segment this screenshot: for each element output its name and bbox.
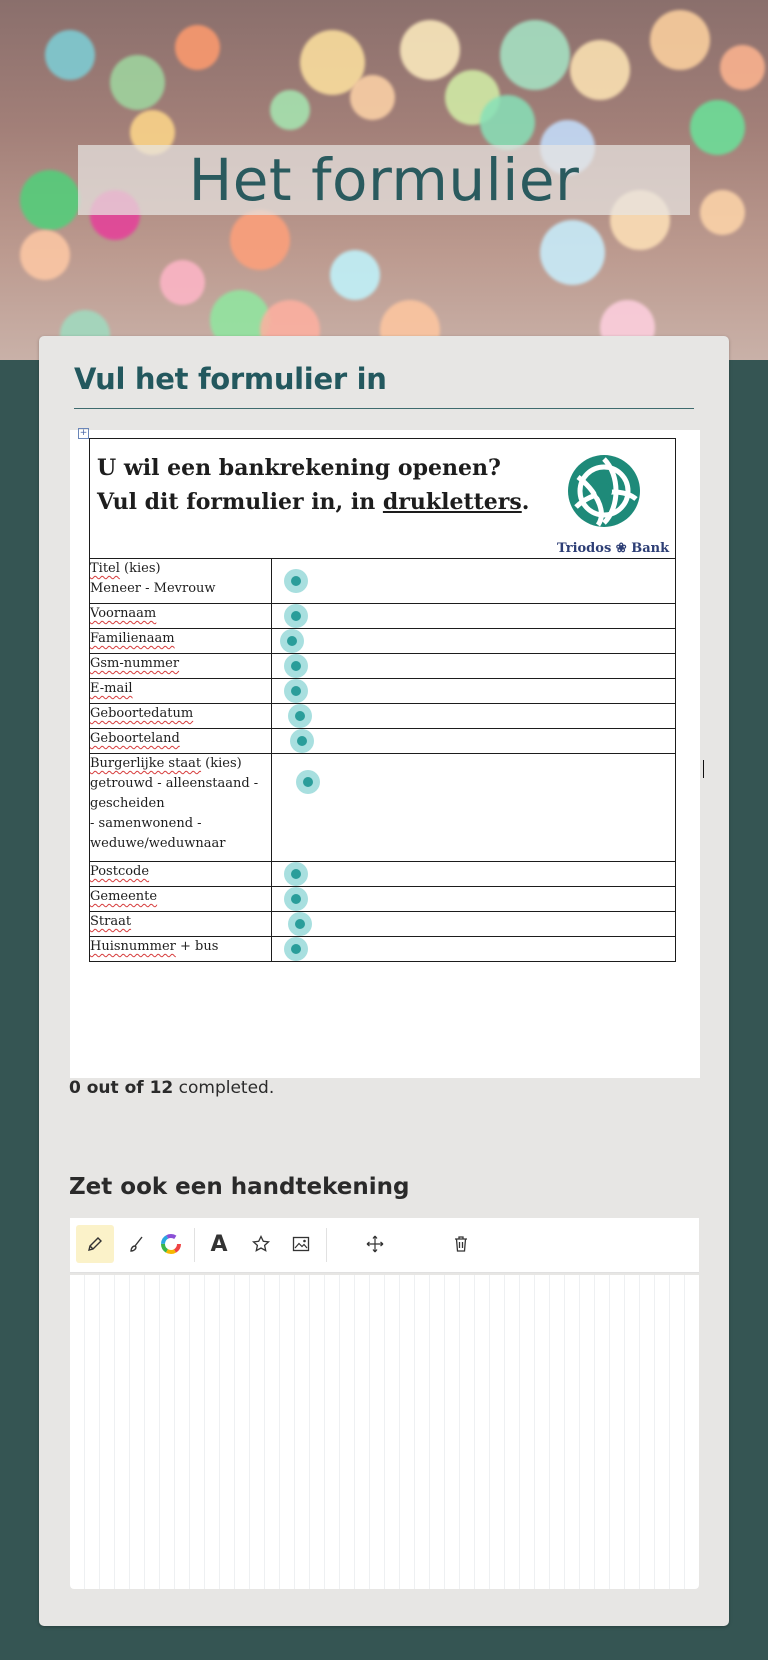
delete-tool-button[interactable] [442, 1225, 480, 1263]
form-row-value [272, 862, 676, 887]
page-title: Het formulier [188, 146, 580, 214]
form-row [90, 654, 676, 679]
form-row [90, 629, 676, 654]
form-row [90, 754, 676, 862]
form-row-value [272, 679, 676, 704]
form-row-value [272, 754, 676, 862]
form-row-label: Gemeente [90, 887, 272, 912]
input-hotspot[interactable] [280, 629, 304, 653]
form-row [90, 912, 676, 937]
text-cursor [703, 760, 704, 778]
form-row-label: Burgerlijke staat (kies) getrouwd - alleenstaand - gescheiden - samenwonend - weduwe/weduwnaar [90, 754, 272, 862]
form-row [90, 729, 676, 754]
pencil-tool-button[interactable] [76, 1225, 114, 1263]
input-hotspot[interactable] [290, 729, 314, 753]
text-tool-button[interactable] [200, 1225, 238, 1263]
text-icon: A [210, 1231, 228, 1257]
input-hotspot[interactable] [284, 654, 308, 678]
section-heading: Vul het formulier in [74, 362, 387, 396]
input-hotspot[interactable] [284, 937, 308, 961]
form-row-value [272, 704, 676, 729]
form-row-label: Geboortedatum [90, 704, 272, 729]
triodos-logo: Triodos ❀ Bank [557, 451, 651, 556]
form-row-label: Gsm-nummer [90, 654, 272, 679]
form-document [70, 430, 700, 1078]
form-row-value [272, 629, 676, 654]
form-row [90, 937, 676, 962]
color-picker-button[interactable] [152, 1225, 190, 1263]
form-row-label: Straat [90, 912, 272, 937]
form-row-label: Familienaam [90, 629, 272, 654]
signature-canvas[interactable] [70, 1275, 699, 1589]
form-row-value [272, 604, 676, 629]
form-row-value [272, 887, 676, 912]
image-tool-button[interactable] [282, 1225, 320, 1263]
form-row-label: Huisnummer + bus [90, 937, 272, 962]
star-icon [251, 1234, 271, 1254]
input-hotspot[interactable] [284, 604, 308, 628]
table-move-icon: + [79, 428, 88, 438]
header-banner [0, 0, 768, 360]
form-row-label: Postcode [90, 862, 272, 887]
form-row-value [272, 729, 676, 754]
input-hotspot[interactable] [288, 704, 312, 728]
trash-icon [451, 1234, 471, 1254]
pencil-icon [85, 1234, 105, 1254]
input-hotspot[interactable] [288, 912, 312, 936]
form-row [90, 559, 676, 604]
form-row-value [272, 654, 676, 679]
brush-tool-button[interactable] [118, 1225, 156, 1263]
form-row [90, 862, 676, 887]
image-icon [291, 1234, 311, 1254]
input-hotspot[interactable] [284, 887, 308, 911]
brush-icon [127, 1234, 147, 1254]
form-row-value [272, 912, 676, 937]
input-hotspot[interactable] [284, 862, 308, 886]
color-wheel-icon [160, 1233, 182, 1255]
content-card [39, 336, 729, 1626]
form-row [90, 704, 676, 729]
heading-divider [74, 408, 694, 409]
move-icon [365, 1234, 385, 1254]
move-tool-button[interactable] [356, 1225, 394, 1263]
drawing-toolbar [70, 1218, 699, 1273]
form-row-label: Geboorteland [90, 729, 272, 754]
progress-text: 0 out of 12 completed. [69, 1078, 275, 1098]
form-row-label: Voornaam [90, 604, 272, 629]
page-title-box [78, 145, 690, 215]
input-hotspot[interactable] [284, 569, 308, 593]
form-row-label: Titel (kies) Meneer - Mevrouw [90, 559, 272, 604]
form-row [90, 604, 676, 629]
form-row-value [272, 559, 676, 604]
star-stamp-button[interactable] [242, 1225, 280, 1263]
input-hotspot[interactable] [296, 770, 320, 794]
form-header-cell [90, 439, 676, 559]
signature-heading: Zet ook een handtekening [69, 1174, 410, 1200]
bank-form-table [89, 438, 676, 962]
triodos-logo-icon [564, 451, 644, 531]
form-row-label: E-mail [90, 679, 272, 704]
form-row [90, 887, 676, 912]
input-hotspot[interactable] [284, 679, 308, 703]
form-row [90, 679, 676, 704]
form-header-text: U wil een bankrekening openen? Vul dit formulier in, in drukletters. [97, 455, 530, 515]
form-row-value [272, 937, 676, 962]
